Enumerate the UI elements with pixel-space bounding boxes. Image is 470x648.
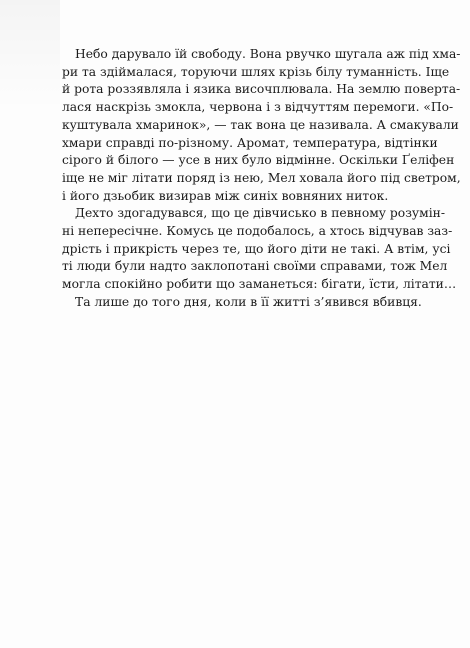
text-line: іще не міг літати поряд із нею, Мел ховала його під светром, xyxy=(62,170,461,185)
text-line: хмари справді по-різному. Аромат, температура, відтінки xyxy=(62,135,438,150)
text-line: ри та здіймалася, торуючи шлях крізь білу туманність. Іще xyxy=(62,64,450,79)
paragraph-2 xyxy=(62,205,457,294)
paragraph-3 xyxy=(62,294,422,312)
paragraph-1 xyxy=(62,46,461,205)
text-line: куштувала хмаринок», — так вона це називала. А смакували xyxy=(62,117,459,132)
bleed-through-shadow xyxy=(0,0,60,110)
text-line: й рота роззявляла і язика височплювала. На землю поверта- xyxy=(62,82,461,97)
text-line: сірого й білого — усе в них було відмінне. Оскільки Ґеліфен xyxy=(62,153,455,168)
text-line: ні непересічне. Комусь це подобалось, а хтось відчував зaз- xyxy=(62,224,453,239)
text-line: Дехто здогадувався, що це дівчисько в певному розумін- xyxy=(75,206,445,221)
text-line: Та лише до того дня, коли в її житті з’явився вбивця. xyxy=(75,294,422,309)
text-line: лася наскрізь змокла, червона і з відчуттям перемоги. «По- xyxy=(62,100,454,115)
text-line: дрість і прикрість через те, що його діти не такі. А втім, усі xyxy=(62,241,451,256)
text-line: могла спокійно робити що заманеться: бігати, їсти, літати… xyxy=(62,277,457,292)
text-line: і його дзьобик визирав між синіх вовняних ниток. xyxy=(62,188,389,203)
body-text xyxy=(62,46,461,312)
text-line: ті люди були надто заклопотані своїми справами, тож Мел xyxy=(62,259,448,274)
text-line: Небо дарувало їй свободу. Вона рвучко шугала аж під хма- xyxy=(75,47,461,61)
